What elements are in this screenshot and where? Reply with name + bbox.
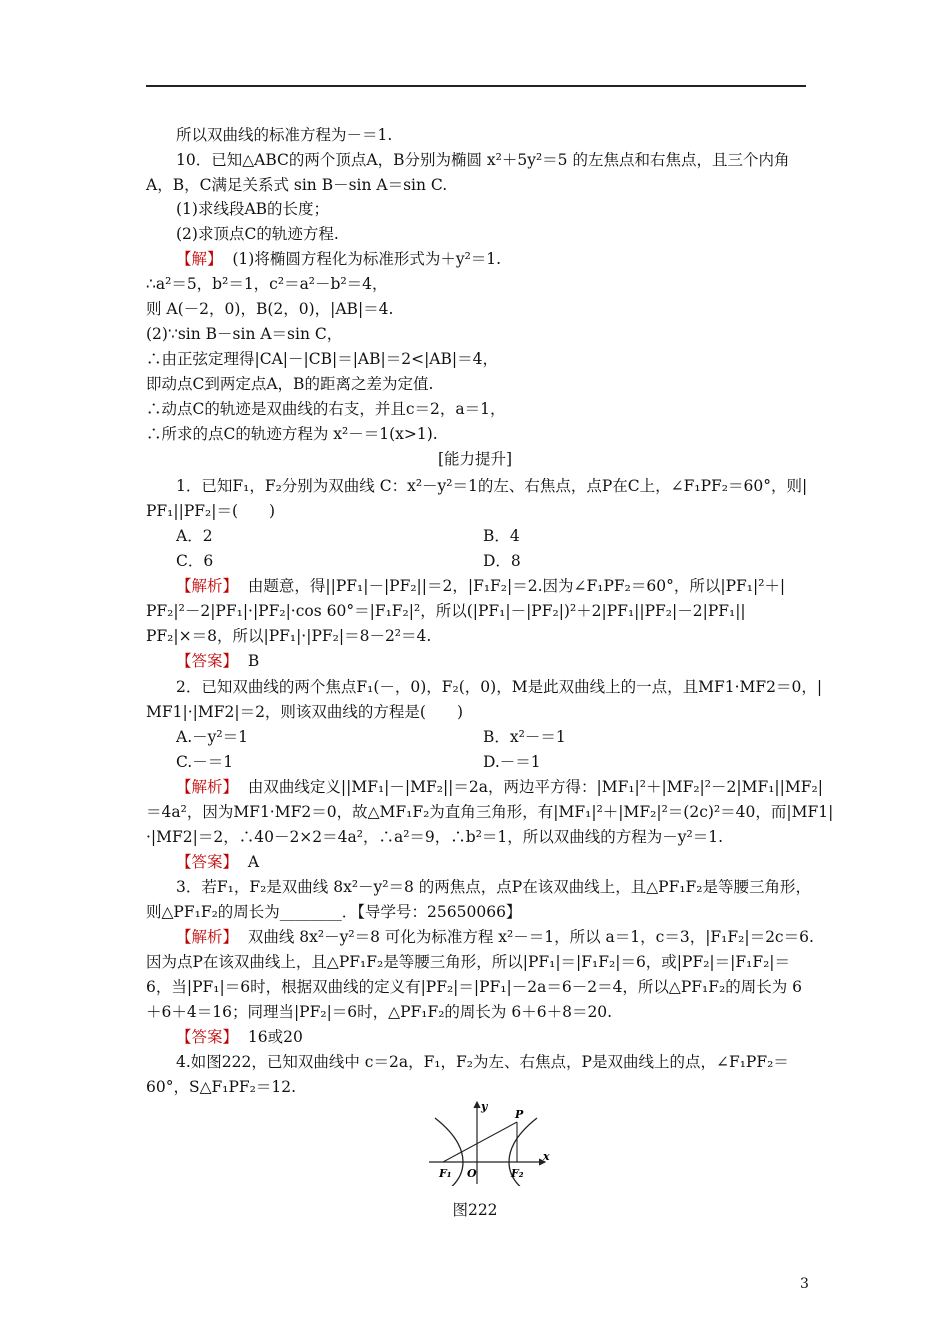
analysis-line: 因为点P在该双曲线上，且△PF₁F₂是等腰三角形，所以|PF₁|＝|F₁F₂|＝6，或|PF₂|＝|F₁F₂|＝	[146, 953, 791, 971]
x-label: x	[543, 1150, 550, 1163]
answer-line	[176, 1027, 303, 1047]
analysis-tag: 【解析】	[176, 928, 239, 946]
solution-line: 即动点C到两定点A，B的距离之差为定值.	[146, 375, 434, 393]
header-rule	[146, 85, 806, 87]
analysis-text: 双曲线 8x²－y²＝8 可化为标准方程 x²－＝1，所以 a＝1，c＝3，|F₁F₂|＝2c＝6.	[247, 928, 814, 946]
problem-3-line: 3．若F₁，F₂是双曲线 8x²－y²＝8 的两焦点，点P在该双曲线上，且△PF₁F₂是等腰三角形，	[176, 878, 812, 896]
answer-tag: 【答案】	[176, 652, 239, 670]
page-number: 3	[800, 1276, 809, 1292]
solution-tag: 【解】	[176, 250, 223, 268]
option-c: C．6	[176, 552, 214, 570]
option-d: D．8	[483, 552, 521, 570]
analysis-line	[176, 576, 785, 596]
f2-label: F₂	[511, 1167, 524, 1180]
option-a: A.－y²＝1	[176, 728, 248, 746]
segment-f1-p	[443, 1122, 517, 1162]
problem-1-line: PF₁||PF₂|＝( )	[146, 502, 276, 520]
analysis-tag: 【解析】	[176, 778, 239, 796]
solution-line: 则 A(－2，0)，B(2，0)，|AB|＝4.	[146, 300, 394, 318]
problem-10-line: A，B，C满足关系式 sin B－sin A＝sin C.	[146, 176, 448, 194]
solution-text: (1)将椭圆方程化为标准形式为＋y²＝1.	[232, 250, 502, 268]
option-d: D.－＝1	[483, 753, 541, 771]
analysis-line	[176, 927, 814, 947]
solution-line: ∴由正弦定理得|CA|－|CB|＝|AB|＝2<|AB|＝4，	[146, 350, 498, 368]
answer-text: A	[247, 853, 260, 871]
problem-10-line: 10．已知△ABC的两个顶点A，B分别为椭圆 x²＋5y²＝5 的左焦点和右焦点，且三个内角	[176, 151, 790, 169]
answer-tag: 【答案】	[176, 1028, 239, 1046]
analysis-line: ＝4a²，因为MF1·MF2＝0，故△MF₁F₂为直角三角形，有|MF₁|²＋|MF₂|²＝(2c)²＝40，而|MF1|	[146, 803, 834, 821]
solution-line: ∴动点C的轨迹是双曲线的右支，并且c＝2，a＝1，	[146, 400, 506, 418]
solution-line	[176, 249, 501, 269]
answer-line	[176, 651, 259, 671]
analysis-line: 6，当|PF₁|＝6时，根据双曲线的定义有|PF₂|＝|PF₁|－2a＝6－2＝4，所以△PF₁F₂的周长为 6	[146, 978, 803, 996]
solution-line: (2)∵sin B－sin A＝sin C，	[146, 325, 343, 343]
analysis-line: ·|MF2|＝2，∴40－2×2＝4a²，∴a²＝9，∴b²＝1，所以双曲线的方程为－y²＝1.	[146, 828, 724, 846]
f1-label: F₁	[439, 1167, 452, 1180]
sub-question: (2)求顶点C的轨迹方程.	[176, 225, 339, 243]
option-a: A．2	[176, 527, 213, 545]
p-label: P	[515, 1108, 524, 1121]
analysis-line: PF₂|²－2|PF₁|·|PF₂|·cos 60°＝|F₁F₂|²，所以(|PF₁|－|PF₂|)²＋2|PF₁||PF₂|－2|PF₁||	[146, 602, 746, 620]
answer-text: 16或20	[247, 1028, 303, 1046]
sub-question: (1)求线段AB的长度；	[176, 200, 330, 218]
answer-tag: 【答案】	[176, 853, 239, 871]
problem-2-line: MF1|·|MF2|＝2，则该双曲线的方程是( )	[146, 703, 464, 721]
analysis-line: PF₂|×＝8，所以|PF₁|·|PF₂|＝8－2²＝4.	[146, 627, 432, 645]
option-b: B．4	[483, 527, 520, 545]
o-label: O	[467, 1167, 477, 1180]
answer-line	[176, 852, 259, 872]
solution-line: ∴所求的点C的轨迹方程为 x²－＝1(x>1).	[146, 425, 438, 443]
figure-caption: 图222	[452, 1201, 498, 1219]
analysis-text: 由双曲线定义||MF₁|－|MF₂||＝2a，两边平方得：|MF₁|²＋|MF₂|²－2|MF₁||MF₂|	[247, 778, 823, 796]
problem-3-line: 则△PF₁F₂的周长为________．【导学号：25650066】	[146, 903, 522, 921]
section-heading: [能力提升]	[437, 450, 513, 468]
option-b: B．x²－＝1	[483, 728, 566, 746]
hyperbola-figure	[425, 1098, 555, 1186]
option-c: C.－＝1	[176, 753, 234, 771]
analysis-line: ＋6＋4＝16；同理当|PF₂|＝6时，△PF₁F₂的周长为 6＋6＋8＝20.	[146, 1003, 613, 1021]
answer-text: B	[247, 652, 260, 670]
problem-4-line: 60°，S△F₁PF₂＝12.	[146, 1078, 297, 1096]
problem-2-line: 2．已知双曲线的两个焦点F₁(－，0)，F₂(，0)，M是此双曲线上的一点，且MF1·MF2＝0，|	[176, 678, 823, 696]
text-line: 所以双曲线的标准方程为－＝1.	[176, 126, 393, 144]
analysis-tag: 【解析】	[176, 577, 239, 595]
analysis-line	[176, 777, 823, 797]
problem-1-line: 1．已知F₁，F₂分别为双曲线 C：x²－y²＝1的左、右焦点，点P在C上，∠F₁PF₂＝60°，则|	[176, 477, 808, 495]
problem-4-line: 4.如图222，已知双曲线中 c＝2a，F₁，F₂为左、右焦点，P是双曲线上的点，∠F₁PF₂＝	[176, 1053, 789, 1071]
solution-line: ∴a²＝5，b²＝1，c²＝a²－b²＝4，	[146, 275, 388, 293]
analysis-text: 由题意，得||PF₁|－|PF₂||＝2，|F₁F₂|＝2.因为∠F₁PF₂＝60°，所以|PF₁|²＋|	[247, 577, 786, 595]
y-label: y	[481, 1100, 488, 1113]
